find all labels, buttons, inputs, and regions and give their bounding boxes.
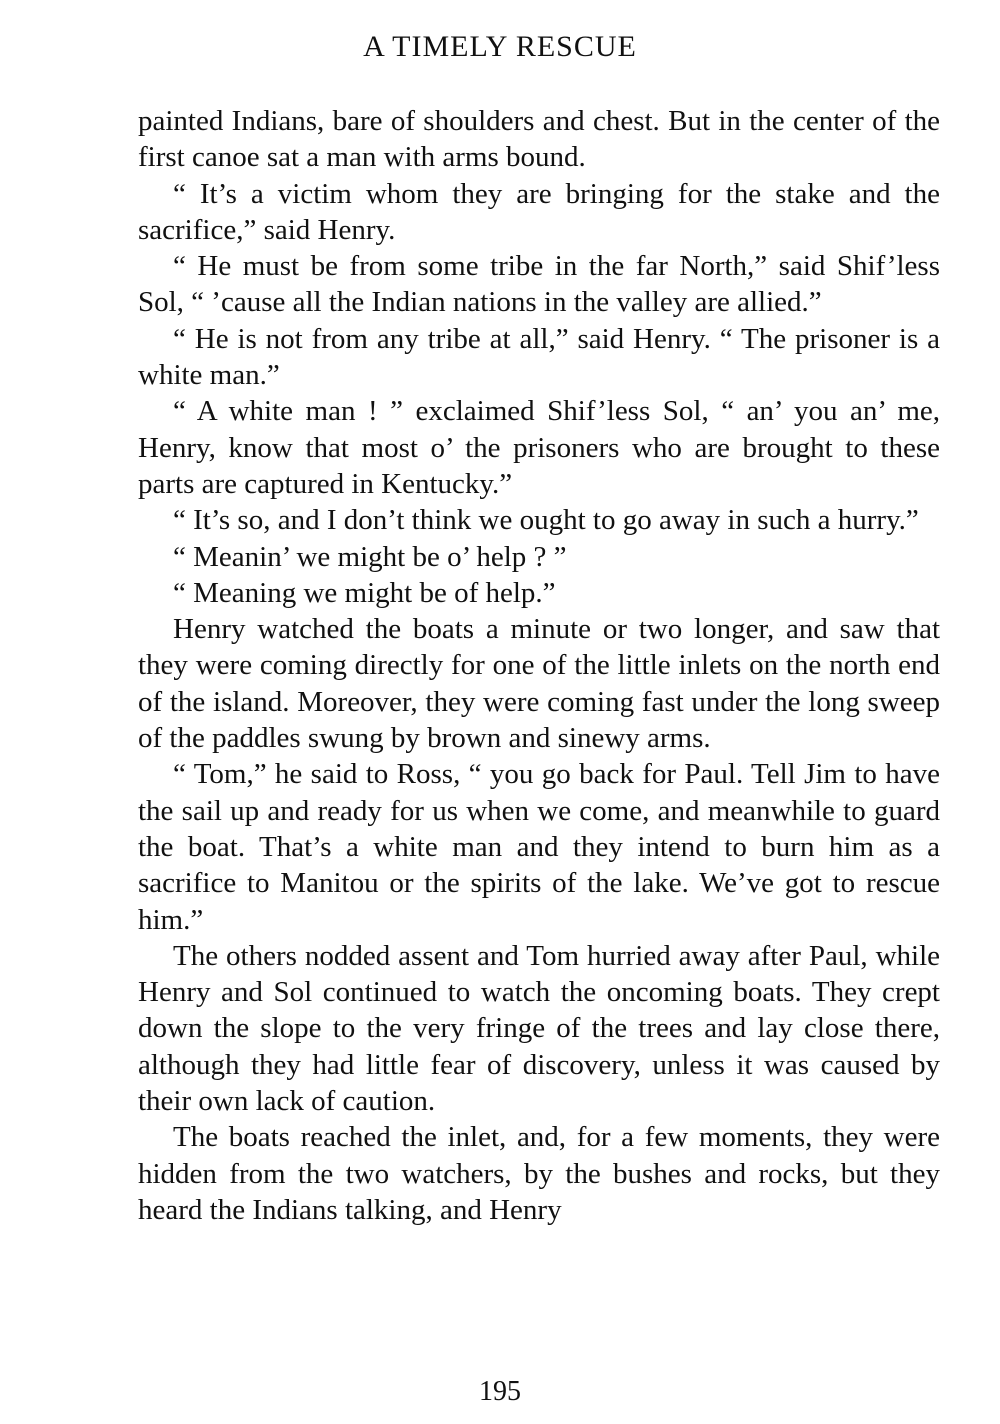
paragraph: “ It’s so, and I don’t think we ought to go away in such a hurry.” [173,504,919,537]
paragraph: The boats reached the inlet, and, for a few moments, they were hidden from the two watchers, by the bushes and rocks, but they heard the Indians talking, and Henry [138,1121,940,1226]
paragraph: “ Meanin’ we might be o’ help ? ” [173,540,567,573]
paragraph: “ Tom,” he said to Ross, “ you go back for Paul. Tell Jim to have the sail up and ready for us when we come, and meanwhile to guard the boat. That’s a white man and they intend to burn him as a sacrifice to Manitou or the spirits of the lake. We’ve got to rescue him.” [138,758,940,936]
body-text [138,103,940,1228]
page-number: 195 [479,1376,521,1407]
paragraph: “ It’s a victim whom they are bringing for the stake and the sacrifice,” said Henry. [138,177,940,246]
paragraph: “ A white man ! ” exclaimed Shif’less Sol, “ an’ you an’ me, Henry, know that most o’ the prisoners who are brought to these parts are captured in Kentucky.” [138,395,940,500]
paragraph: “ He is not from any tribe at all,” said Henry. “ The prisoner is a white man.” [138,322,940,392]
running-head: A TIMELY RESCUE [363,30,637,63]
paragraph: Henry watched the boats a minute or two longer, and saw that they were coming directly for one of the little inlets on the north end of the island. Moreover, they were coming fast under the long sweep of the paddles swung by brown and sinewy arms. [138,613,940,755]
paragraph: painted Indians, bare of shoulders and chest. But in the center of the first canoe sat a man with arms bound. [138,105,940,174]
paragraph: The others nodded assent and Tom hurried away after Paul, while Henry and Sol continued to watch the oncoming boats. They crept down the slope to the very fringe of the trees and lay close there, although they had little fear of discovery, unless it was caused by their own lack of caution. [138,939,940,1118]
paragraph: “ Meaning we might be of help.” [173,576,556,609]
paragraph: “ He must be from some tribe in the far North,” said Shif’less Sol, “ ’cause all the Indian nations in the valley are allied.” [138,250,940,319]
